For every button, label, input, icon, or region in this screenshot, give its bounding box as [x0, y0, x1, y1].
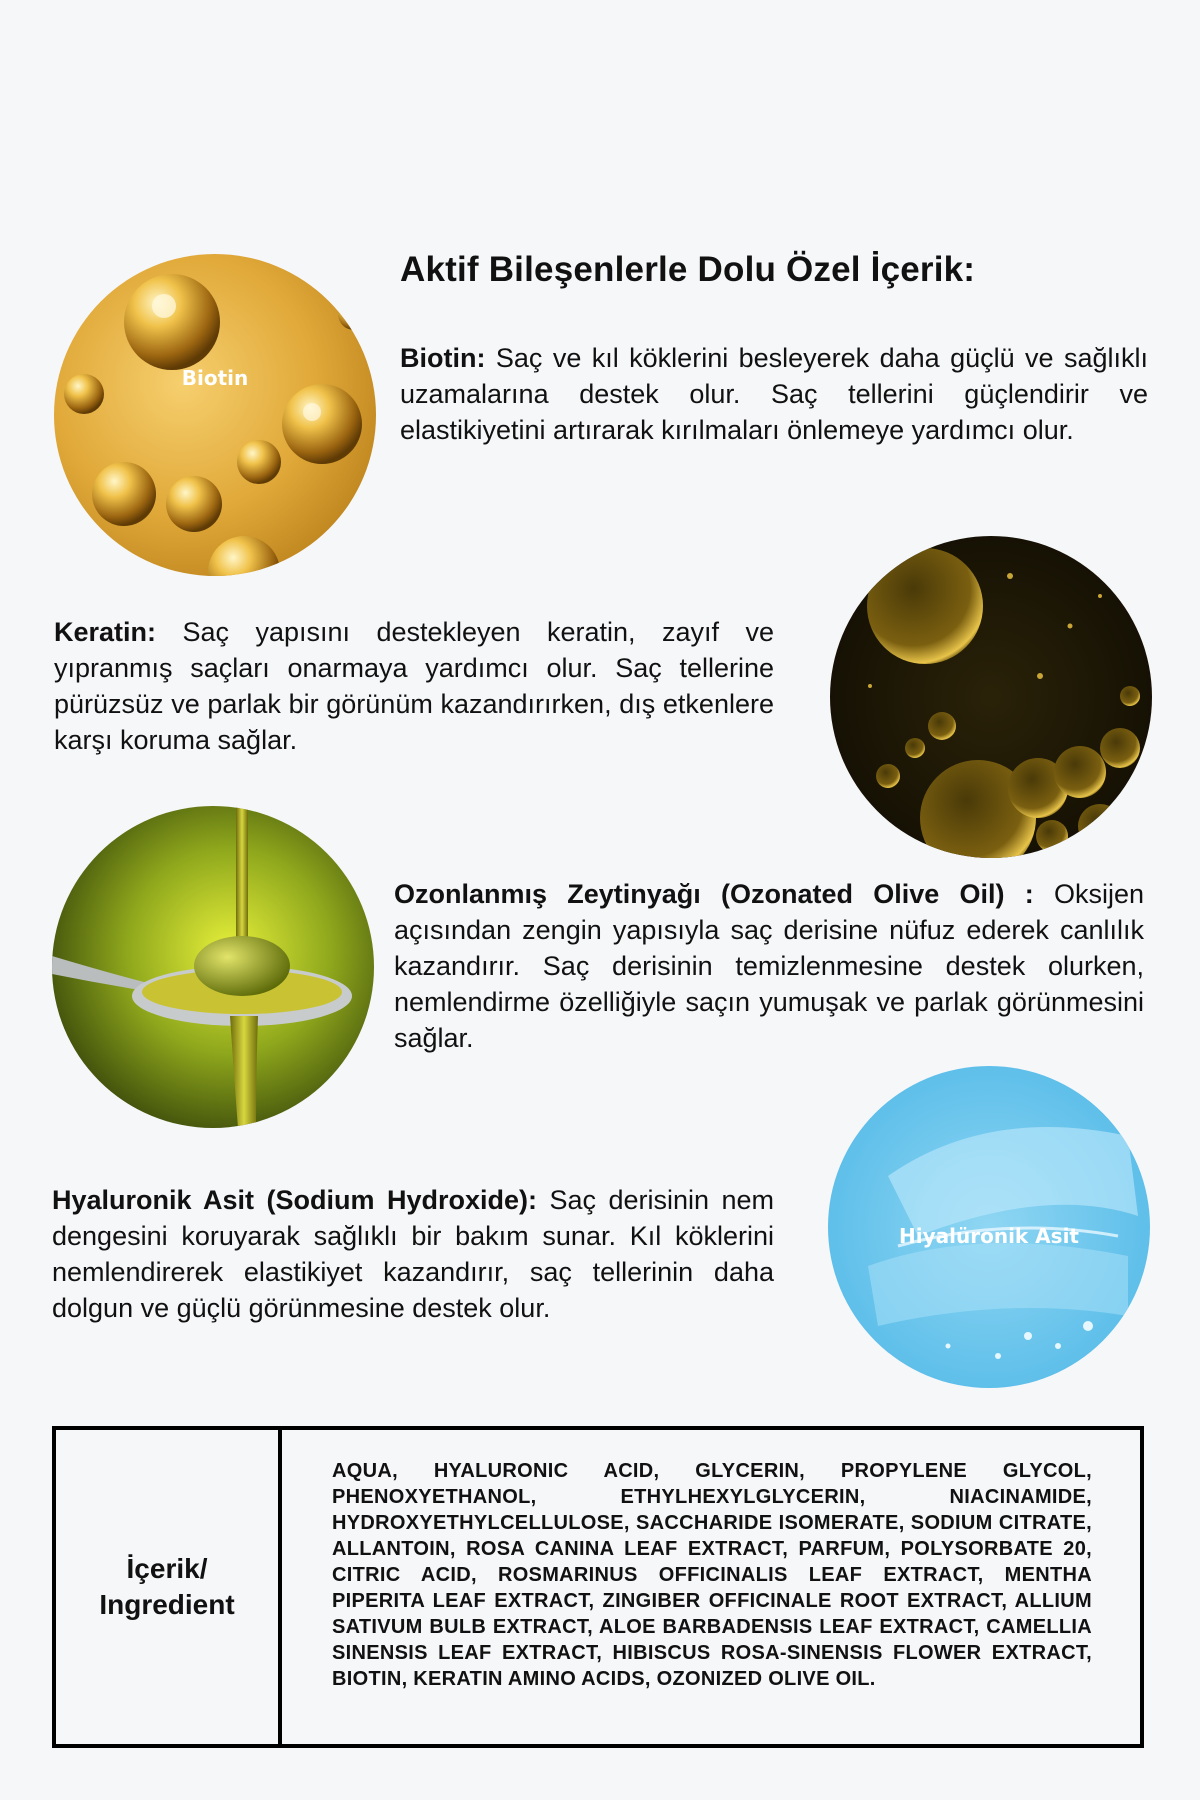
hyaluronic-description: Saç derisinin nem dengesini koruyarak sağlıklı bir bakım sunar. Kıl köklerini nemlendirerek elastikiyet kazandırır, saç tellerinin daha dolgun ve güçlü görünmesine destek olur. — [52, 1185, 774, 1323]
olive-oil-description: Oksijen açısından zengin yapısıyla saç derisine nüfuz ederek canlılık kazandırır. Saç derisinin temizlenmesine destek olurken, nemlendirme özelliğiyle saçın yumuşak ve parlak görünmesini sağlar. — [394, 879, 1144, 1053]
biotin-description: Saç ve kıl köklerini besleyerek daha güçlü ve sağlıklı uzamalarına destek olur. Saç tellerini güçlendirir ve elastikiyetini artırarak kırılmaları önlemeye yardımcı olur. — [400, 343, 1148, 445]
biotin-image — [54, 254, 376, 576]
olive-oil-image — [52, 806, 374, 1128]
keratin-description: Saç yapısını destekleyen keratin, zayıf ve yıpranmış saçları onarmaya yardımcı olur. Saç tellerine pürüzsüz ve parlak bir görünüm kazandırırken, dış etkenlere karşı koruma sağlar. — [54, 617, 774, 755]
keratin-section — [54, 614, 774, 758]
biotin-heading: Biotin: — [400, 343, 486, 373]
hyaluronic-section — [52, 1182, 774, 1326]
olive-oil-heading: Ozonlanmış Zeytinyağı (Ozonated Olive Oil) : — [394, 879, 1034, 909]
hyaluronic-image-label: Hiyalüronik Asit — [899, 1224, 1079, 1248]
keratin-image — [830, 536, 1152, 858]
hyaluronic-image — [828, 1066, 1150, 1388]
ingredients-table — [52, 1426, 1144, 1748]
hyaluronic-heading: Hyaluronik Asit (Sodium Hydroxide): — [52, 1185, 537, 1215]
biotin-image-label: Biotin — [181, 366, 249, 390]
olive-oil-section — [394, 876, 1144, 1056]
biotin-section — [400, 340, 1148, 448]
keratin-heading: Keratin: — [54, 617, 157, 647]
page-title: Aktif Bileşenlerle Dolu Özel İçerik: — [400, 250, 976, 289]
ingredients-list: AQUA, HYALURONIC ACID, GLYCERIN, PROPYLENE GLYCOL, PHENOXYETHANOL, ETHYLHEXYLGLYCERIN, NIACINAMIDE, HYDROXYETHYLCELLULOSE, SACCHARIDE ISOMERATE, SODIUM CITRATE, ALLANTOIN, ROSA CANINA LEAF EXTRACT, PARFUM, POLYSORBATE 20, CITRIC ACID, ROSMARINUS OFFICINALIS LEAF EXTRACT, MENTHA PIPERITA LEAF EXTRACT, ZINGIBER OFFICINALE ROOT EXTRACT, ALLIUM SATIVUM BULB EXTRACT, ALOE BARBADENSIS LEAF EXTRACT, CAMELLIA SINENSIS LEAF EXTRACT, HIBISCUS ROSA-SINENSIS FLOWER EXTRACT, BIOTIN, KERATIN AMINO ACIDS, OZONIZED OLIVE OIL. — [332, 1460, 1092, 1690]
ingredients-label: İçerik/ Ingredient — [56, 1430, 282, 1744]
